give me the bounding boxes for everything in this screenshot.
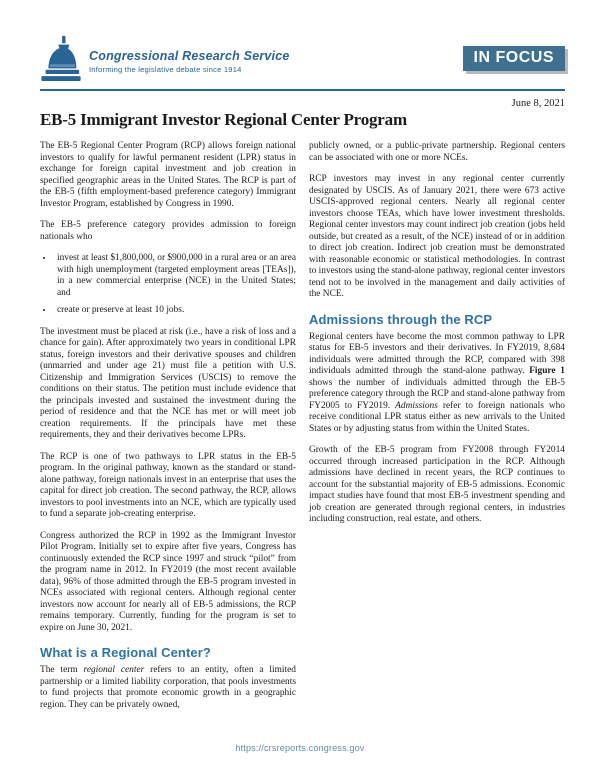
paragraph bbox=[40, 220, 296, 243]
text-run: The EB-5 preference category provides admission to foreign nationals who bbox=[40, 220, 296, 242]
text-run: invest at least $1,800,000, or $900,000 in a rural area or an area with high unemployment (targeted employment areas [TEAs]), in a new commercial enterprise (NCE) in the United States; and bbox=[57, 253, 296, 298]
crs-reports-link[interactable]: https://crsreports.congress.gov bbox=[235, 743, 365, 753]
header-rule bbox=[40, 89, 565, 91]
footer bbox=[0, 738, 600, 756]
capitol-dome-icon bbox=[40, 34, 82, 86]
text-run: RCP investors may invest in any regional center currently designated by USCIS. As of January 2021, there were 673 active USCIS-approved regional centers. Nearly all regional center investors choose TEAs, which have lower investment thresholds. Regional center investors may count indirect job creation (jobs held outside, but created as a result, of the NCE) instead of or in addition to direct job creation. Indirect job creation must be demonstrated with reasonable economic or statistical methodologies. In contrast to investors using the stand-alone pathway, regional center investors tend not to be involved in the management and daily activities of the NCE. bbox=[309, 174, 565, 299]
text-run: Congress authorized the RCP in 1992 as the Immigrant Investor Pilot Program. Initially set to expire after five years, Congress has continuously extended the RCP since 1997 and struck “pilot” from the program name in 2012. In FY2019 (the most recent available data), 96% of those admitted through the EB-5 program invested in NCEs associated with regional centers. Although regional center investors now account for nearly all of EB-5 admissions, the RCP remains temporary. Currently, funding for the program is set to expire on June 30, 2021. bbox=[40, 530, 296, 633]
left-column bbox=[40, 141, 296, 721]
two-column-body bbox=[40, 141, 565, 721]
text-run: publicly owned, or a public-private partnership. Regional centers can be associated with one or more NCEs. bbox=[309, 141, 565, 163]
text-run: regional center bbox=[83, 665, 145, 675]
text-run: refer to foreign nationals who receive conditional LPR status either as new arrivals to the United States or by adjusting status from within the United States. bbox=[309, 400, 565, 434]
text-run: create or preserve at least 10 jobs. bbox=[57, 305, 185, 315]
bullet-item bbox=[54, 305, 296, 317]
paragraph bbox=[40, 452, 296, 521]
text-run: Figure 1 bbox=[529, 366, 565, 376]
paragraph bbox=[309, 174, 565, 301]
crs-logo bbox=[40, 34, 290, 86]
right-column bbox=[309, 141, 565, 721]
text-run: refers to an entity, often a limited partnership or a limited liability corporation, that pools investments to fund projects that promote economic growth in a geographic region. They can be privately owned, bbox=[40, 665, 296, 710]
header bbox=[40, 34, 565, 86]
publication-date: June 8, 2021 bbox=[511, 98, 565, 109]
paragraph bbox=[309, 332, 565, 436]
bullet-item bbox=[54, 253, 296, 299]
text-run: Admissions bbox=[395, 400, 438, 411]
text-run: The investment must be placed at risk (i.e., have a risk of loss and a chance for gain). After approximately two years in conditional LPR status, foreign investors and their derivative spouses and children (unmarried and under age 21) must file a petition with U.S. Citizenship and Immigration Services (USCIS) to remove the conditions on their status. The petition must include evidence that the principals invested and sustained the investment during the period of residence and that the NCE has met or will meet job creation requirements. If the principals have met these requirements, they and their derivatives become LPRs. bbox=[40, 326, 296, 440]
section-heading: Admissions through the RCP bbox=[309, 311, 493, 327]
paragraph bbox=[40, 141, 296, 210]
text-run: The term bbox=[40, 665, 84, 675]
document-title: EB-5 Immigrant Investor Regional Center Program bbox=[40, 110, 407, 129]
logo-text bbox=[89, 49, 290, 74]
paragraph bbox=[309, 141, 565, 164]
text-run: Growth of the EB-5 program from FY2008 through FY2014 occurred through increased participation in the RCP. Although admissions have declined in recent years, the RCP continues to account for the substantial majority of EB-5 admissions. Economic impact studies have found that most EB-5 investment spending and job creation are generated through regional centers, in industries including construction, real estate, and others. bbox=[309, 445, 565, 524]
text-run: The RCP is one of two pathways to LPR status in the EB-5 program. In the original pathway, known as the standard or stand-alone pathway, foreign nationals invest in an enterprise that uses the capital for direct job creation. The second pathway, the RCP, allows investors to pool investments into an NCE, which are typically used to fund a separate job-creating enterprise. bbox=[40, 451, 296, 519]
paragraph bbox=[309, 445, 565, 526]
paragraph bbox=[40, 327, 296, 442]
org-tagline: Informing the legislative debate since 1914 bbox=[89, 65, 242, 74]
text-run: Regional centers have become the most common pathway to LPR status for EB-5 investors and their derivatives. In FY2019, 8,684 individuals were admitted through the RCP, compared with 398 individuals admitted through the stand-alone pathway. bbox=[309, 331, 565, 376]
org-name: Congressional Research Service bbox=[89, 49, 290, 63]
text-run: The EB-5 Regional Center Program (RCP) allows foreign national investors to qualify for lawful permanent resident (LPR) status in exchange for foreign capital investment and job creation in specified geographic areas in the United States. The RCP is part of the EB-5 (fifth employment-based preference category) Immigrant Investor Program, established by Congress in 1990. bbox=[40, 141, 296, 209]
in-focus-badge: IN FOCUS bbox=[463, 46, 565, 71]
paragraph bbox=[40, 665, 296, 711]
paragraph bbox=[40, 531, 296, 635]
section-heading: What is a Regional Center? bbox=[40, 645, 211, 660]
text-run: shows the number of individuals admitted through the EB-5 preference category through the RCP and stand-alone pathway from FY2005 to FY2019. bbox=[309, 377, 565, 411]
bullet-list bbox=[54, 253, 296, 317]
